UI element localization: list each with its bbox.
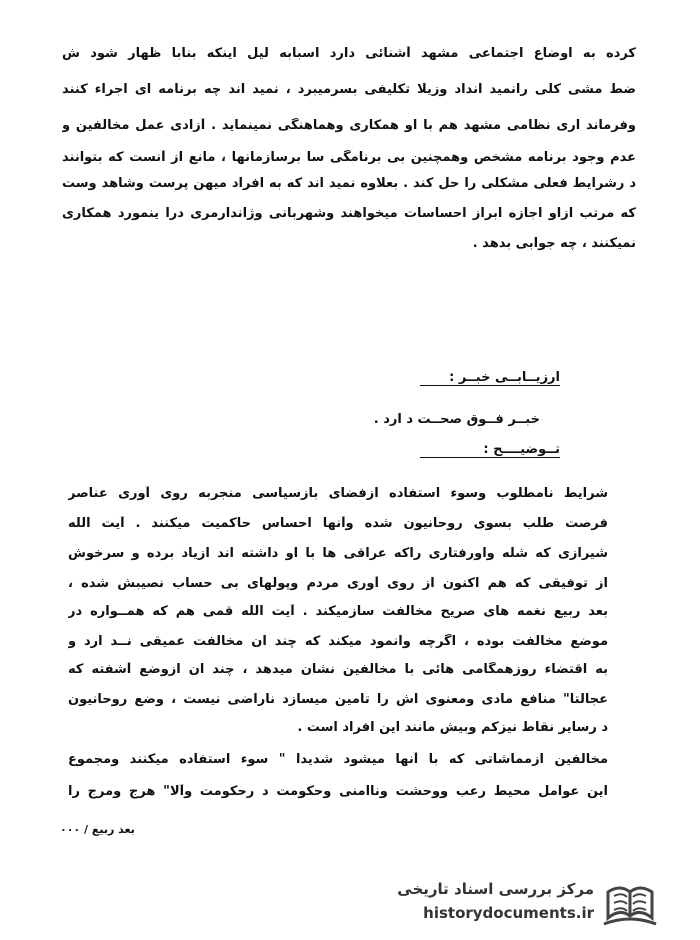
paragraph-1-line: که مرتب ازاو اجازه ابراز احساسات میخواهند وشهربانی وژاندارمری درا ینمورد همکاری: [62, 206, 636, 221]
paragraph-2-line: فرصت طلب بسوی روحانیون شده وآنها احساس حاکمیت میکنند . آیت الله: [68, 516, 608, 531]
paragraph-1-line: کرده به اوضاع اجتماعی مشهد آشنائی دارد اسبابه لیل اینکه بنابا ظهار شود ش: [62, 46, 636, 61]
continuation-marker: بعد ربیع / ۰۰۰: [60, 823, 135, 836]
heading-source-evaluation: ارزیــابــی خبــر :: [420, 370, 560, 386]
watermark: [370, 878, 660, 930]
paragraph-2-line: عجالتا" منافع مادی ومعنوی اش را تامین میسازد ناراضی نیست ، وضع روحانیون: [68, 692, 608, 707]
paragraph-1-line: د رشرایط فعلی مشکلی را حل کند . بعلاوه نمید اند که به افراد میهن پرست وشاهد وست: [62, 176, 636, 191]
paragraph-1-last-line: نمیکنند ، چه جوابی بدهد .: [472, 236, 636, 251]
paragraph-2-line: مخالفین ازمماشاتی که با آنها میشود شدیدا " سوء استفاده میکنند ومجموع: [68, 752, 608, 767]
source-evaluation-value: خبــر فــوق صحــت د ارد .: [373, 412, 540, 427]
paragraph-2-line: بعد ربیع نغمه های صریح مخالفت سازمیکند . آیت الله قمی هم که همــواره در: [68, 604, 608, 619]
paragraph-1-line: ضط مشی کلی رانمید انداد وزیلا تکلیفی بسرمیبرد ، نمید اند چه برنامه ای اجراء کنند: [62, 82, 636, 97]
open-book-logo-icon: [600, 878, 660, 930]
heading-comment: تــوضیــــح :: [420, 442, 560, 458]
paragraph-2-line: به اقتضاء روزهمگامی هائی با مخالفین نشان میدهد ، چند ان ازوضع آشفته که: [68, 662, 608, 677]
paragraph-2-line: د رسایر نقاط نیزکم وبیش مانند این افراد است .: [297, 720, 608, 735]
paragraph-2-line: از توفیقی که هم اکنون از روی آوری مردم وپولهای بی حساب نصیبش شده ،: [68, 576, 608, 591]
paragraph-1-line: وفرماند اری نظامی مشهد هم با او همکاری وهماهنگی نمینماید . آزادی عمل مخالفین و: [62, 118, 636, 133]
paragraph-2-line: شرایط نامطلوب وسوء استفاده ازفضای بازسیاسی منجربه روی آوری عناصر: [68, 486, 608, 501]
watermark-url: historydocuments.ir: [423, 904, 594, 922]
paragraph-1-line: عدم وجود برنامه مشخص وهمچنین بی برنامگی سا برسازمانها ، مانع از آنست که بتوانند: [62, 150, 636, 165]
watermark-title: مرکز بررسی اسناد تاریخی: [397, 880, 594, 898]
paragraph-2-line: موضع مخالفت بوده ، اگرچه وانمود میکند که چند ان مخالفت عمیقی نــد ارد و: [68, 634, 608, 649]
paragraph-2-line: شیرازی که شله واورفتاری راکه عراقی ها با او داشته اند ازیاد برده و سرخوش: [68, 546, 608, 561]
paragraph-2-line: این عوامل محیط رعب ووحشت وناامنی وحکومت د رحکومت وآلا" هرج ومرج را: [68, 784, 608, 799]
